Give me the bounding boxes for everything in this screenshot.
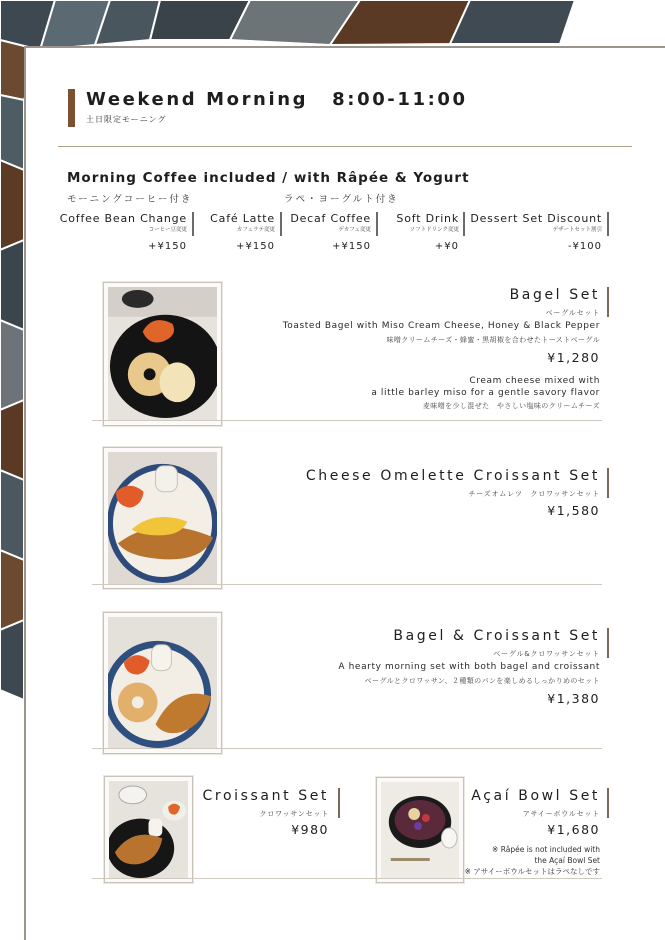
option-jp: デカフェ変更 <box>338 227 371 233</box>
acai-bowl-set-accent-bar <box>607 788 609 818</box>
title-text: Weekend Morning <box>86 89 309 110</box>
bagel-croissant-set-description: A hearty morning set with both bagel and croissant <box>338 662 600 672</box>
croissant-set-photo <box>104 776 193 883</box>
option-jp: コーヒー豆変更 <box>148 227 187 233</box>
croissant-set-name: Croissant Set <box>202 788 329 804</box>
bagel-croissant-set-description-jp: ベーグルとクロワッサン、２種類のパンを楽しめるしっかりめのセット <box>364 677 600 685</box>
option-price: +¥150 <box>148 241 187 252</box>
option-jp: デザートセット割引 <box>552 227 602 233</box>
bagel-croissant-set-jp: ベーグル&クロワッサンセット <box>493 650 600 658</box>
option-price: -¥100 <box>567 241 602 252</box>
bagel-set-note-line2: a little barley miso for a gentle savory flavor <box>371 388 600 398</box>
bagel-plate-image <box>108 287 217 421</box>
bagel-croissant-plate-image <box>108 617 217 749</box>
omelette-plate-image <box>108 452 217 584</box>
bagel-set-jp: ベーグルセット <box>545 309 600 317</box>
bagel-croissant-set-photo <box>103 612 222 754</box>
omelette-set-name: Cheese Omelette Croissant Set <box>305 468 600 484</box>
acai-bowl-set-photo <box>376 777 464 883</box>
option-name: Dessert Set Discount <box>470 212 602 225</box>
omelette-set-photo <box>103 447 222 589</box>
acai-bowl-image <box>381 782 459 878</box>
option-cafe-latte <box>210 212 275 253</box>
section-divider <box>92 878 602 879</box>
bagel-set-accent-bar <box>607 287 609 317</box>
omelette-set-jp: チーズオムレツ クロワッサンセット <box>468 490 600 498</box>
section-divider <box>92 420 602 421</box>
option-price: +¥150 <box>332 241 371 252</box>
bagel-set-description-jp: 味噌クリームチーズ・蜂蜜・黒胡椒を合わせたトーストベーグル <box>386 336 600 344</box>
option-decaf-coffee <box>290 212 371 253</box>
bagel-set-photo <box>103 282 222 426</box>
option-divider <box>376 212 378 236</box>
option-divider <box>280 212 282 236</box>
option-divider <box>607 212 609 236</box>
option-name: Decaf Coffee <box>290 212 371 225</box>
croissant-set-jp: クロワッサンセット <box>259 810 329 818</box>
option-divider <box>192 212 194 236</box>
section-divider <box>92 748 602 749</box>
acai-note-line2: the Açaí Bowl Set <box>534 856 600 865</box>
bagel-set-name: Bagel Set <box>509 287 600 303</box>
option-name: Soft Drink <box>396 212 459 225</box>
option-price: +¥150 <box>236 241 275 252</box>
title-time: 8:00-11:00 <box>332 89 468 110</box>
rapee-yogurt-jp: ラペ・ヨーグルト付き <box>284 194 399 205</box>
omelette-set-price: ¥1,580 <box>547 503 600 518</box>
option-jp: ソフトドリンク変更 <box>409 227 459 233</box>
option-name: Café Latte <box>210 212 275 225</box>
croissant-plate-image <box>109 781 188 878</box>
option-price: +¥0 <box>434 241 459 252</box>
acai-note-line1: ※ Râpée is not included with <box>492 845 600 854</box>
option-coffee-bean-change <box>60 212 187 253</box>
bagel-set-description: Toasted Bagel with Miso Cream Cheese, Honey & Black Pepper <box>282 321 600 331</box>
option-jp: カフェラテ変更 <box>236 227 275 233</box>
acai-bowl-set-jp: アサイーボウルセット <box>522 810 600 818</box>
bagel-croissant-set-accent-bar <box>607 628 609 658</box>
bagel-set-note-line1: Cream cheese mixed with <box>469 376 600 386</box>
page-subtitle-jp: 土日限定モーニング <box>86 115 167 124</box>
option-divider <box>463 212 465 236</box>
acai-bowl-set-name: Açaí Bowl Set <box>471 788 600 804</box>
header-divider <box>58 146 632 147</box>
croissant-set-accent-bar <box>338 788 340 818</box>
omelette-set-accent-bar <box>607 468 609 498</box>
acai-bowl-set-price: ¥1,680 <box>547 822 600 837</box>
bagel-set-price: ¥1,280 <box>547 350 600 365</box>
croissant-set-price: ¥980 <box>291 822 329 837</box>
bagel-set-note-jp: 麦味噌を少し混ぜた やさしい塩味のクリームチーズ <box>422 402 600 410</box>
coffee-included-title: Morning Coffee included / with Râpée & Yogurt <box>67 170 470 186</box>
page-title <box>86 89 468 110</box>
section-divider <box>92 584 602 585</box>
option-soft-drink <box>396 212 459 253</box>
bagel-croissant-set-price: ¥1,380 <box>547 691 600 706</box>
acai-note-jp: ※ アサイーボウルセットはラペなしです <box>464 867 600 876</box>
option-name: Coffee Bean Change <box>59 212 187 225</box>
title-accent-bar <box>68 89 75 127</box>
coffee-included-jp: モーニングコーヒー付き <box>67 194 193 205</box>
bagel-croissant-set-name: Bagel & Croissant Set <box>393 628 600 644</box>
option-dessert-discount <box>470 212 602 253</box>
